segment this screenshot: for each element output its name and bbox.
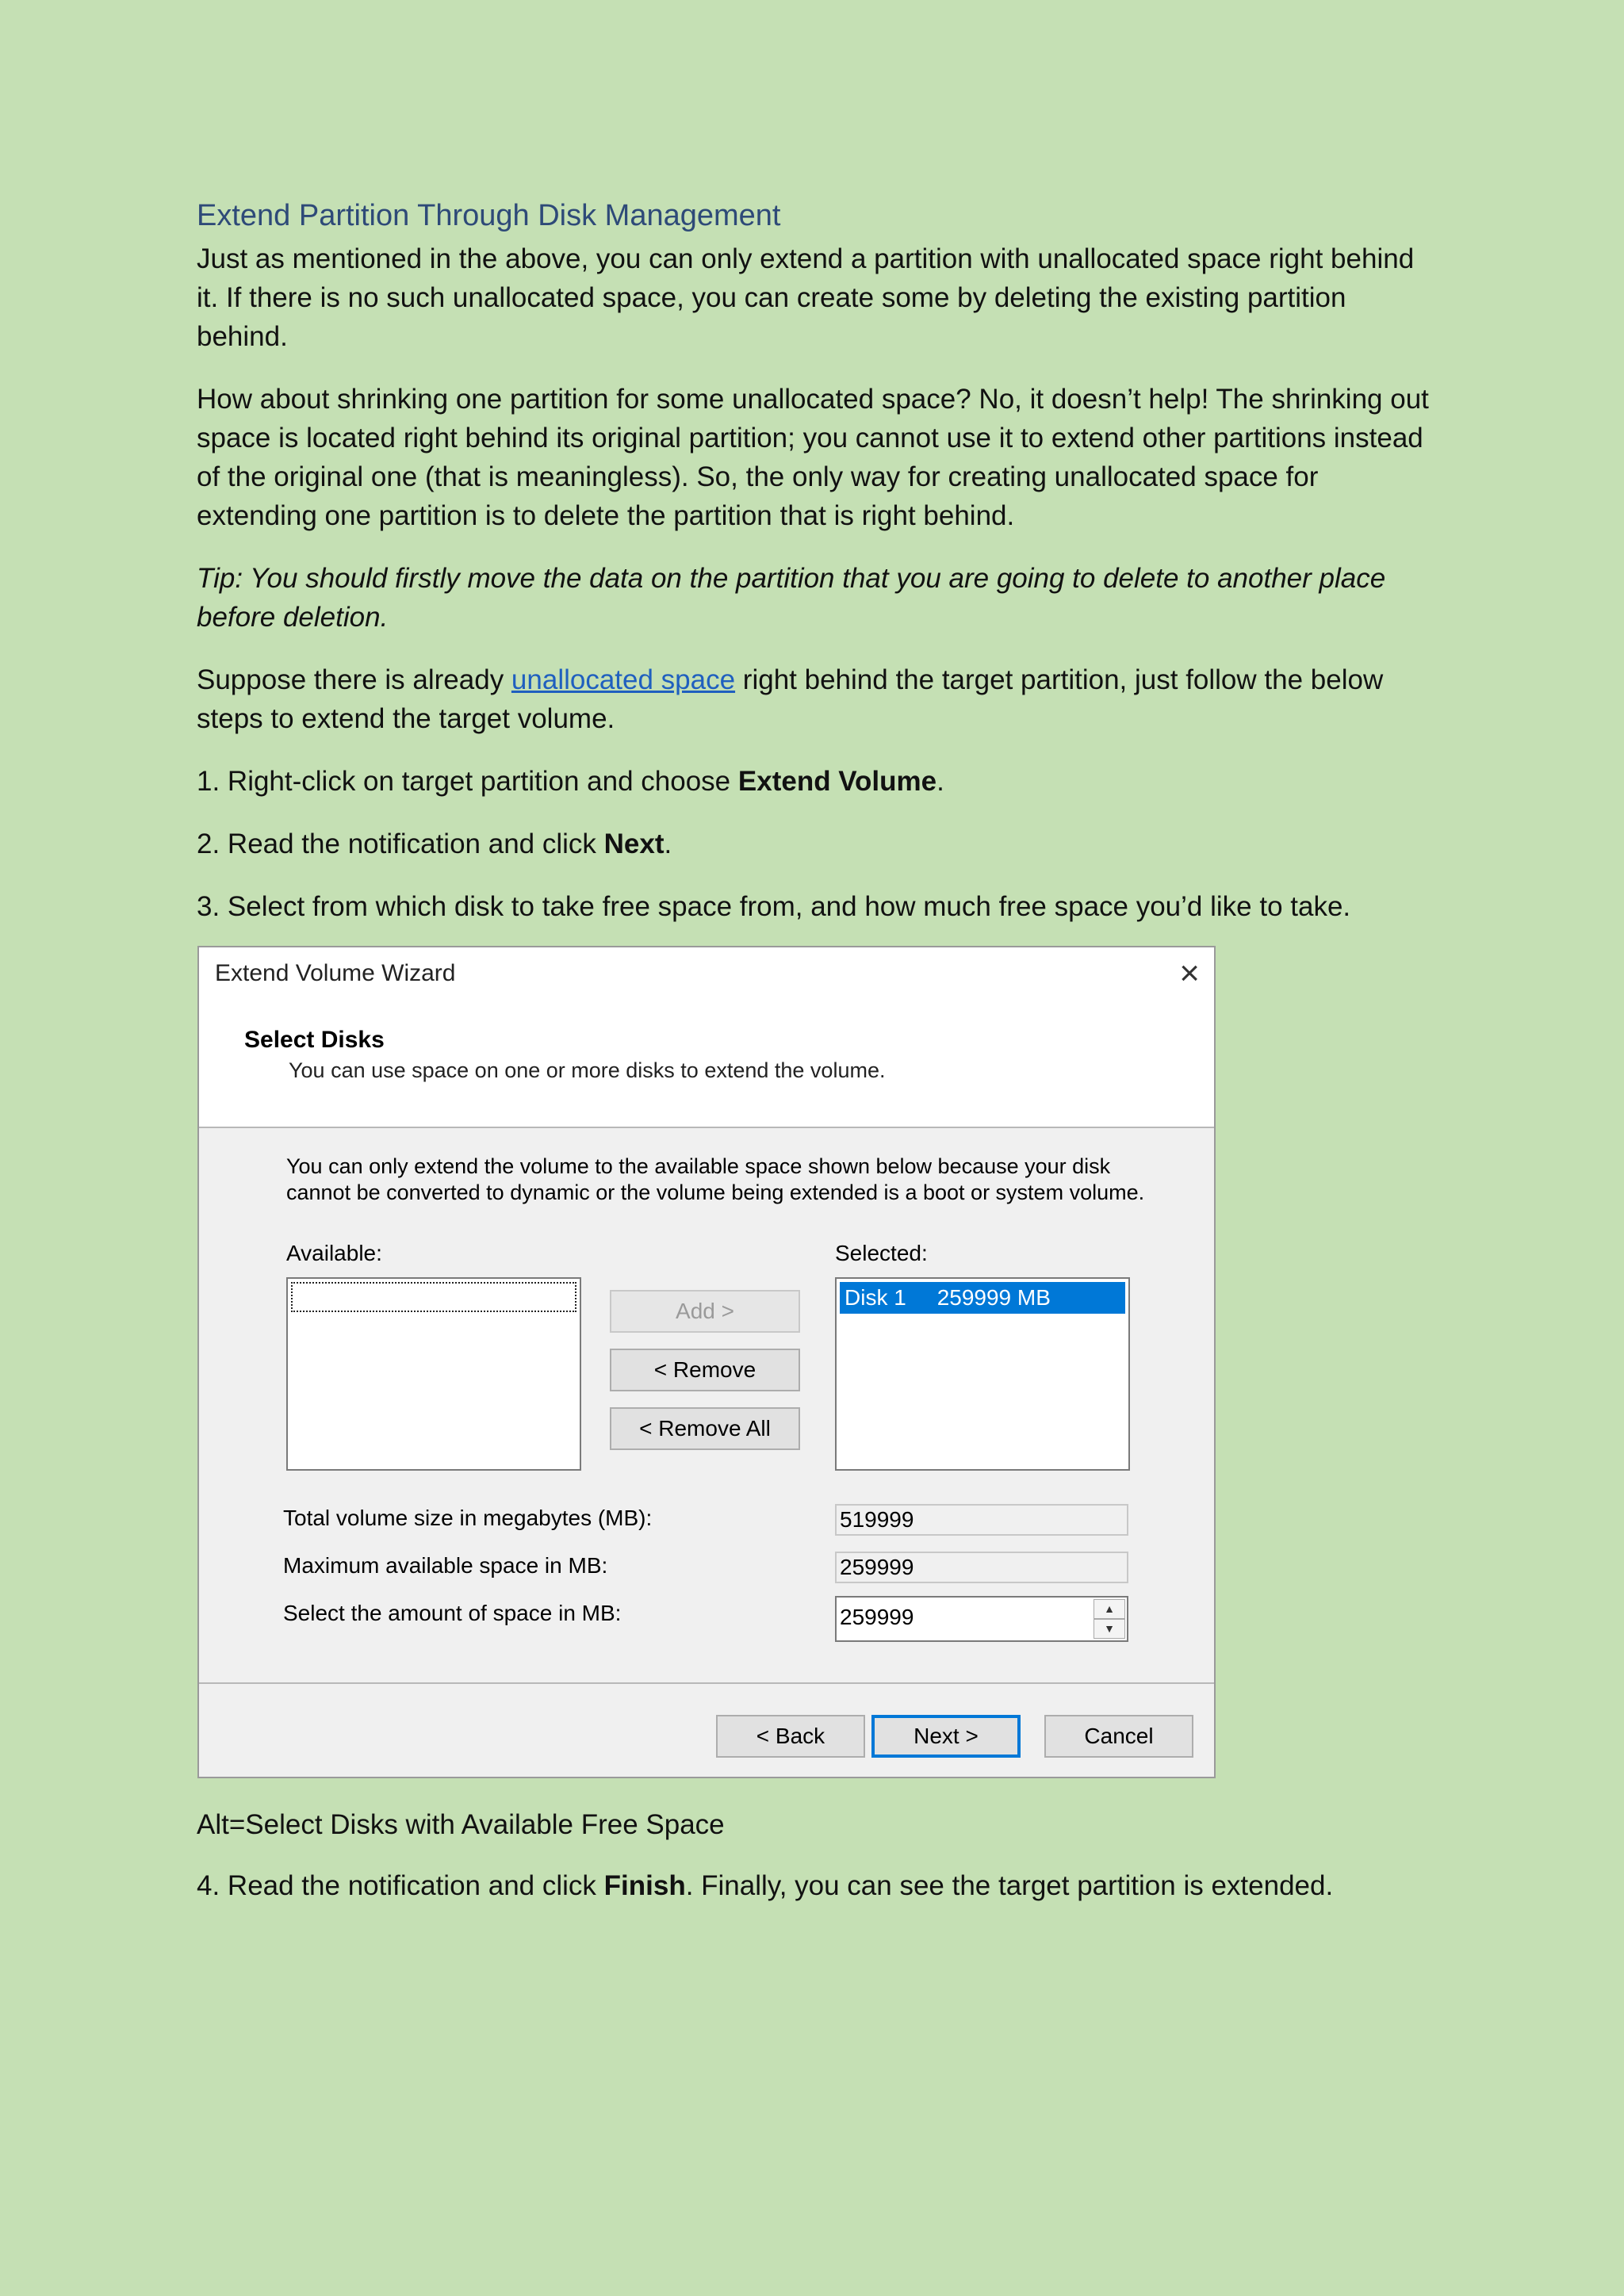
step-1-bold: Extend Volume xyxy=(737,766,937,797)
step-2-text: 2. Read the notification and click xyxy=(197,828,604,859)
unallocated-space-link[interactable]: unallocated space xyxy=(511,664,736,695)
step-1-end: . xyxy=(936,766,944,797)
dialog-header xyxy=(199,947,1214,1128)
step-3: 3. Select from which disk to take free space from, and how much free space you’d like to take. xyxy=(197,891,1351,922)
total-size-label: Total volume size in megabytes (MB): xyxy=(283,1506,653,1530)
select-amount-spinbox[interactable] xyxy=(835,1596,1128,1642)
select-amount-label: Select the amount of space in MB: xyxy=(283,1601,622,1625)
add-button[interactable]: Add > xyxy=(610,1290,800,1333)
close-icon[interactable]: × xyxy=(1179,954,1200,993)
selected-disk-item[interactable]: Disk 1 259999 MB xyxy=(840,1282,1125,1314)
list-focus-row xyxy=(291,1282,576,1312)
dialog-footer-separator xyxy=(199,1682,1214,1684)
paragraph-shrinking: How about shrinking one partition for some unallocated space? No, it doesn’t help! The shrinking out space is located right behind its original partition; you cannot use it to extend other partitions instead of the original one (that is meaningless). So, the only way for creating unallocated space for extending one partition is to delete the partition that is right behind. xyxy=(197,384,1429,531)
step-2 xyxy=(197,825,1434,863)
extend-volume-wizard-dialog xyxy=(197,946,1216,1778)
next-button[interactable]: Next > xyxy=(871,1715,1021,1758)
paragraph-suppose-start: Suppose there is already xyxy=(197,664,511,695)
selected-disks-list[interactable] xyxy=(835,1277,1130,1471)
dialog-title: Extend Volume Wizard xyxy=(215,960,456,986)
dialog-subheading: You can use space on one or more disks to extend the volume. xyxy=(289,1058,886,1082)
step-4-bold: Finish xyxy=(603,1870,686,1901)
max-space-field: 259999 xyxy=(835,1552,1128,1583)
spin-control[interactable] xyxy=(1094,1599,1125,1639)
paragraph-intro: Just as mentioned in the above, you can only extend a partition with unallocated space right behind it. If there is no such unallocated space, you can create some by deleting the existing partition behind. xyxy=(197,243,1415,352)
spin-down-icon[interactable]: ▼ xyxy=(1094,1619,1125,1639)
step-4-text: 4. Read the notification and click xyxy=(197,1870,604,1901)
total-size-field: 519999 xyxy=(835,1504,1128,1536)
spin-up-icon[interactable]: ▲ xyxy=(1094,1599,1125,1619)
dialog-heading: Select Disks xyxy=(244,1027,385,1053)
step-4 xyxy=(197,1866,1333,1905)
tip-paragraph: Tip: You should firstly move the data on the partition that you are going to delete to another place before deletion. xyxy=(197,563,1386,633)
paragraph-suppose xyxy=(197,660,1434,738)
back-button[interactable]: < Back xyxy=(716,1715,865,1758)
paragraph-suppose-end: right behind the target partition, just follow the below steps to extend the target volume. xyxy=(197,664,1384,734)
image-caption: Alt=Select Disks with Available Free Space xyxy=(197,1809,725,1840)
dialog-info-text: You can only extend the volume to the available space shown below because your disk cannot be converted to dynamic or the volume being extended is a boot or system volume. xyxy=(286,1154,1145,1204)
select-amount-value[interactable]: 259999 xyxy=(840,1605,914,1629)
remove-button[interactable]: < Remove xyxy=(610,1349,800,1391)
max-space-label: Maximum available space in MB: xyxy=(283,1553,608,1578)
cancel-button[interactable]: Cancel xyxy=(1044,1715,1193,1758)
available-disks-list[interactable] xyxy=(286,1277,581,1471)
step-2-bold: Next xyxy=(603,828,665,859)
remove-all-button[interactable]: < Remove All xyxy=(610,1407,800,1450)
section-heading: Extend Partition Through Disk Management xyxy=(197,199,781,232)
document-body xyxy=(197,193,1434,950)
step-1 xyxy=(197,762,1434,801)
step-2-end: . xyxy=(664,828,672,859)
step-1-text: 1. Right-click on target partition and choose xyxy=(197,766,738,797)
selected-label: Selected: xyxy=(835,1241,928,1265)
available-label: Available: xyxy=(286,1241,382,1265)
step-4-end: . Finally, you can see the target partition is extended. xyxy=(685,1870,1334,1901)
